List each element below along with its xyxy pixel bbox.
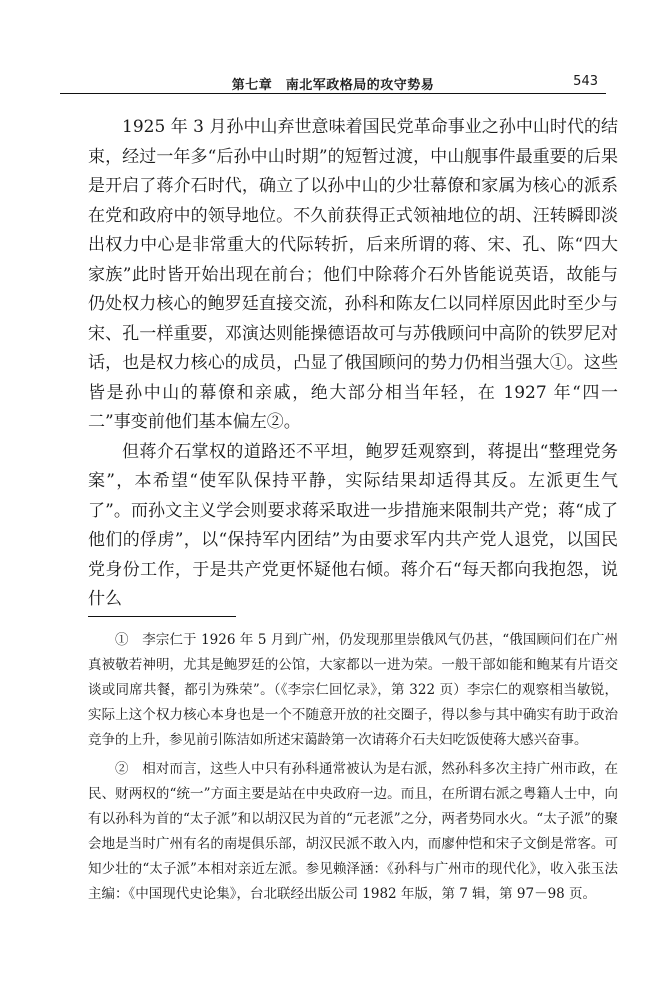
header-rule: [60, 93, 606, 94]
main-text: [88, 113, 618, 615]
paragraph-2: 但蒋介石掌权的道路还不平坦，鲍罗廷观察到，蒋提出“整理党务案”，本希望“使军队保持平静，实际结果却适得其反。左派更生气了”。而孙文主义学会则要求蒋采取进一步措施来限制共产党；蒋“成了他们的俘虏”，以“保持军内团结”为由要求军内共产党人退党，以国民党身份工作，于是共产党更怀疑他右倾。蒋介石“每天都向我抱怨，说什么: [88, 441, 618, 609]
footnote-2: ② 相对而言，这些人中只有孙科通常被认为是右派，然孙科多次主持广州市政，在民、财两权的“统一”方面主要是站在中央政府一边。而且，在所谓右派之粤籍人士中，向有以孙科为首的“太子派”和以胡汉民为首的“元老派”之分，两者势同水火。“太子派”的聚会地是当时广州有名的南堤俱乐部，胡汉民派不敢入内，而廖仲恺和宋子文倒是常客。可知少壮的“太子派”本相对亲近左派。参见赖泽涵：《孙科与广州市的现代化》，收入张玉法主编：《中国现代史论集》，台北联经出版公司 1982 年版，第 7 辑，第 97－98 页。: [88, 761, 618, 902]
footnote-separator: [88, 616, 236, 617]
paragraph-1: 1925 年 3 月孙中山弃世意味着国民党革命事业之孙中山时代的结束，经过一年多“后孙中山时期”的短暂过渡，中山舰事件最重要的后果是开启了蒋介石时代，确立了以孙中山的少壮幕僚和家属为核心的派系在党和政府中的领导地位。不久前获得正式领袖地位的胡、汪转瞬即淡出权力中心是非常重大的代际转折，后来所谓的蒋、宋、孔、陈“四大家族”此时皆开始出现在前台；他们中除蒋介石外皆能说英语，故能与仍处权力核心的鲍罗廷直接交流，孙科和陈友仁以同样原因此时至少与宋、孔一样重要，邓演达则能操德语故可与苏俄顾问中高阶的铁罗尼对话，也是权力核心的成员，凸显了俄国顾问的势力仍相当强大①。这些皆是孙中山的幕僚和亲戚，绝大部分相当年轻，在 1927 年“四一二”事变前他们基本偏左②。: [88, 117, 618, 432]
running-header: [60, 70, 606, 94]
footnote-1: ① 李宗仁于 1926 年 5 月到广州，仍发现那里崇俄风气仍甚，“俄国顾问们在广州真被敬若神明，尤其是鲍罗廷的公馆，大家都以一进为荣。一般干部如能和鲍某有片语交谈或同席共餐，都引为殊荣”。（《李宗仁回忆录》，第 322 页）李宗仁的观察相当敏锐，实际上这个权力核心本身也是一个不随意开放的社交圈子，得以参与其中确实有助于政治竞争的上升，参见前引陈洁如所述宋蔼龄第一次请蒋介石夫妇吃饭使蒋大感兴奋事。: [88, 632, 618, 748]
page-number: 543: [573, 74, 598, 89]
footnotes: [88, 628, 618, 911]
chapter-title: 第七章 南北军政格局的攻守势易: [231, 78, 435, 93]
